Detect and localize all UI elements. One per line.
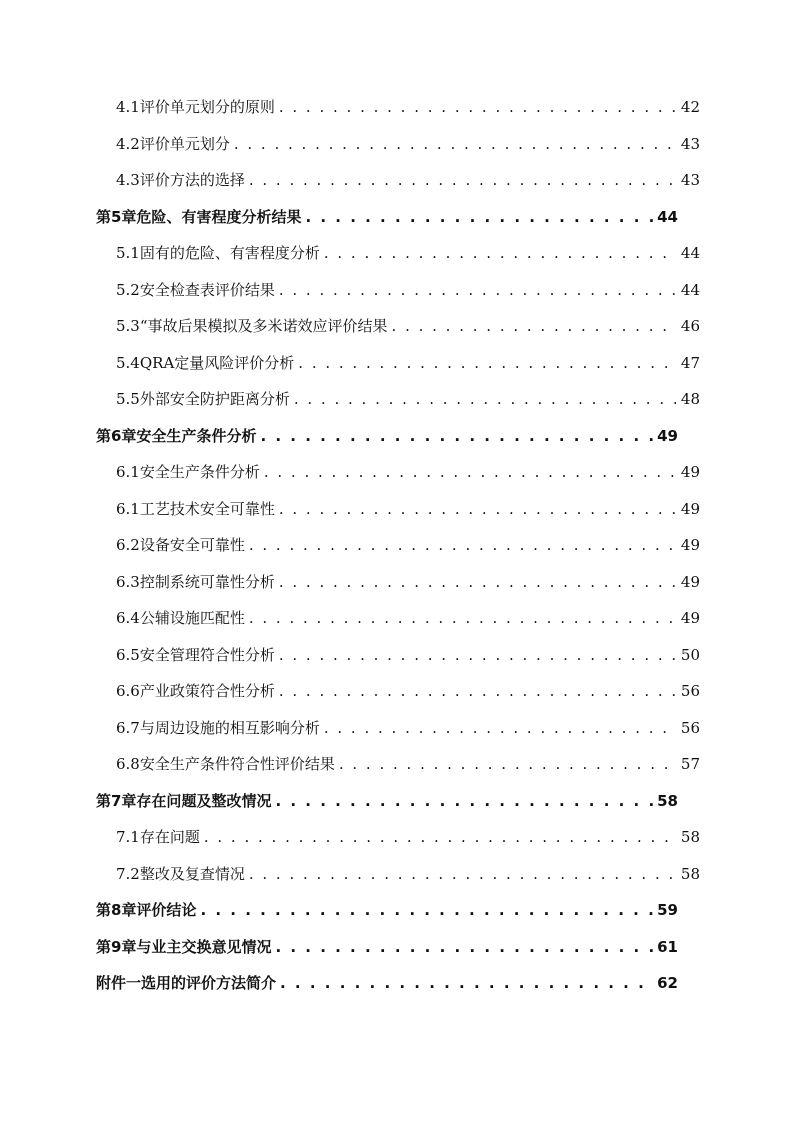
toc-page-number: 57: [680, 755, 700, 773]
toc-entry-title: 7.2整改及复查情况: [116, 864, 245, 883]
toc-entry-title: 5.2安全检查表评价结果: [116, 280, 275, 299]
toc-entry-title: 第6章安全生产条件分析: [96, 426, 257, 445]
toc-dot-leader: [392, 308, 676, 345]
toc-dot-leader: [279, 637, 676, 674]
toc-dot-leader: [279, 272, 676, 309]
toc-entry-title: 6.4公辅设施匹配性: [116, 609, 245, 627]
toc-page-number: 58: [680, 828, 700, 846]
toc-section-entry[interactable]: [96, 856, 700, 893]
toc-page-number: 43: [680, 171, 700, 189]
toc-entry-title: 4.3评价方法的选择: [116, 171, 245, 189]
toc-entry-title: 4.1评价单元划分的原则: [116, 98, 275, 116]
toc-section-entry[interactable]: [96, 235, 700, 272]
toc-page-number: 44: [680, 244, 700, 262]
toc-dot-leader: [200, 892, 653, 929]
toc-entry-title: 6.7与周边设施的相互影响分析: [116, 718, 320, 737]
toc-page-number: 59: [657, 901, 678, 919]
toc-page-number: 46: [680, 317, 700, 335]
toc-entry-title: 4.2评价单元划分: [116, 134, 230, 153]
toc-page-number: 49: [680, 572, 700, 591]
toc-page-number: 49: [680, 536, 700, 554]
toc-section-entry[interactable]: [96, 746, 700, 783]
toc-dot-leader: [264, 454, 676, 491]
toc-dot-leader: [279, 491, 676, 528]
toc-dot-leader: [249, 527, 676, 564]
toc-section-entry[interactable]: [96, 162, 700, 199]
toc-page-number: 43: [680, 134, 700, 153]
toc-section-entry[interactable]: [96, 272, 700, 309]
toc-entry-title: 6.1安全生产条件分析: [116, 463, 260, 481]
toc-section-entry[interactable]: [96, 673, 700, 710]
toc-page-number: 42: [680, 98, 700, 116]
toc-entry-title: 6.1工艺技术安全可靠性: [116, 499, 275, 518]
toc-dot-leader: [279, 89, 676, 126]
toc-chapter-entry[interactable]: [96, 199, 700, 236]
toc-dot-leader: [339, 746, 676, 783]
toc-entry-title: 第7章存在问题及整改情况: [96, 791, 272, 810]
toc-dot-leader: [275, 783, 653, 820]
toc-page-number: 44: [680, 280, 700, 299]
toc-page-number: 44: [657, 207, 678, 226]
toc-dot-leader: [204, 819, 676, 856]
toc-entry-title: 5.3“事故后果模拟及多米诺效应评价结果: [116, 317, 388, 335]
toc-entry-title: 第9章与业主交换意见情况: [96, 937, 272, 956]
toc-dot-leader: [249, 162, 676, 199]
toc-dot-leader: [305, 199, 653, 236]
toc-dot-leader: [324, 235, 676, 272]
toc-entry-title: 5.1固有的危险、有害程度分析: [116, 244, 320, 262]
toc-page-number: 58: [657, 791, 678, 810]
toc-entry-title: 6.6产业政策符合性分析: [116, 682, 275, 700]
toc-dot-leader: [279, 673, 676, 710]
toc-section-entry[interactable]: [96, 819, 700, 856]
toc-entry-title: 第8章评价结论: [96, 901, 197, 919]
toc-chapter-entry[interactable]: [96, 892, 700, 929]
toc-entry-title: 7.1存在问题: [116, 828, 200, 846]
toc-dot-leader: [298, 345, 676, 382]
toc-section-entry[interactable]: [96, 710, 700, 747]
toc-section-entry[interactable]: [96, 600, 700, 637]
toc-dot-leader: [260, 418, 653, 455]
toc-section-entry[interactable]: [96, 564, 700, 601]
table-of-contents: [96, 89, 700, 1002]
toc-section-entry[interactable]: [96, 637, 700, 674]
toc-dot-leader: [275, 929, 653, 966]
toc-entry-title: 5.5外部安全防护距离分析: [116, 390, 290, 408]
toc-page-number: 56: [680, 718, 700, 737]
toc-page-number: 56: [680, 682, 700, 700]
toc-page-number: 49: [680, 463, 700, 481]
toc-entry-title: 6.5安全管理符合性分析: [116, 645, 275, 664]
toc-entry-title: 6.2设备安全可靠性: [116, 536, 245, 554]
toc-page-number: 49: [680, 609, 700, 627]
toc-chapter-entry[interactable]: [96, 929, 700, 966]
toc-section-entry[interactable]: [96, 491, 700, 528]
toc-dot-leader: [324, 710, 676, 747]
toc-section-entry[interactable]: [96, 308, 700, 345]
toc-dot-leader: [234, 126, 676, 163]
toc-chapter-entry[interactable]: [96, 418, 700, 455]
toc-page-number: 48: [680, 390, 700, 408]
toc-entry-title: 第5章危险、有害程度分析结果: [96, 207, 302, 226]
toc-chapter-entry[interactable]: [96, 783, 700, 820]
toc-page-number: 50: [680, 645, 700, 664]
toc-chapter-entry[interactable]: [96, 965, 700, 1002]
toc-page-number: 61: [657, 937, 678, 956]
toc-entry-title: 6.3控制系统可靠性分析: [116, 572, 275, 591]
toc-dot-leader: [249, 600, 676, 637]
toc-dot-leader: [279, 564, 676, 601]
toc-entry-title: 附件一选用的评价方法简介: [96, 974, 277, 992]
toc-dot-leader: [294, 381, 676, 418]
toc-entry-title: 5.4QRA定量风险评价分析: [116, 353, 295, 372]
toc-entry-title: 6.8安全生产条件符合性评价结果: [116, 755, 335, 773]
toc-section-entry[interactable]: [96, 345, 700, 382]
toc-section-entry[interactable]: [96, 454, 700, 491]
toc-page-number: 49: [657, 426, 678, 445]
toc-page-number: 58: [680, 864, 700, 883]
toc-page-number: 49: [680, 499, 700, 518]
toc-section-entry[interactable]: [96, 381, 700, 418]
toc-dot-leader: [280, 965, 653, 1002]
toc-page-number: 62: [657, 974, 678, 992]
toc-section-entry[interactable]: [96, 126, 700, 163]
toc-section-entry[interactable]: [96, 89, 700, 126]
toc-section-entry[interactable]: [96, 527, 700, 564]
toc-page-number: 47: [680, 353, 700, 372]
toc-dot-leader: [249, 856, 676, 893]
